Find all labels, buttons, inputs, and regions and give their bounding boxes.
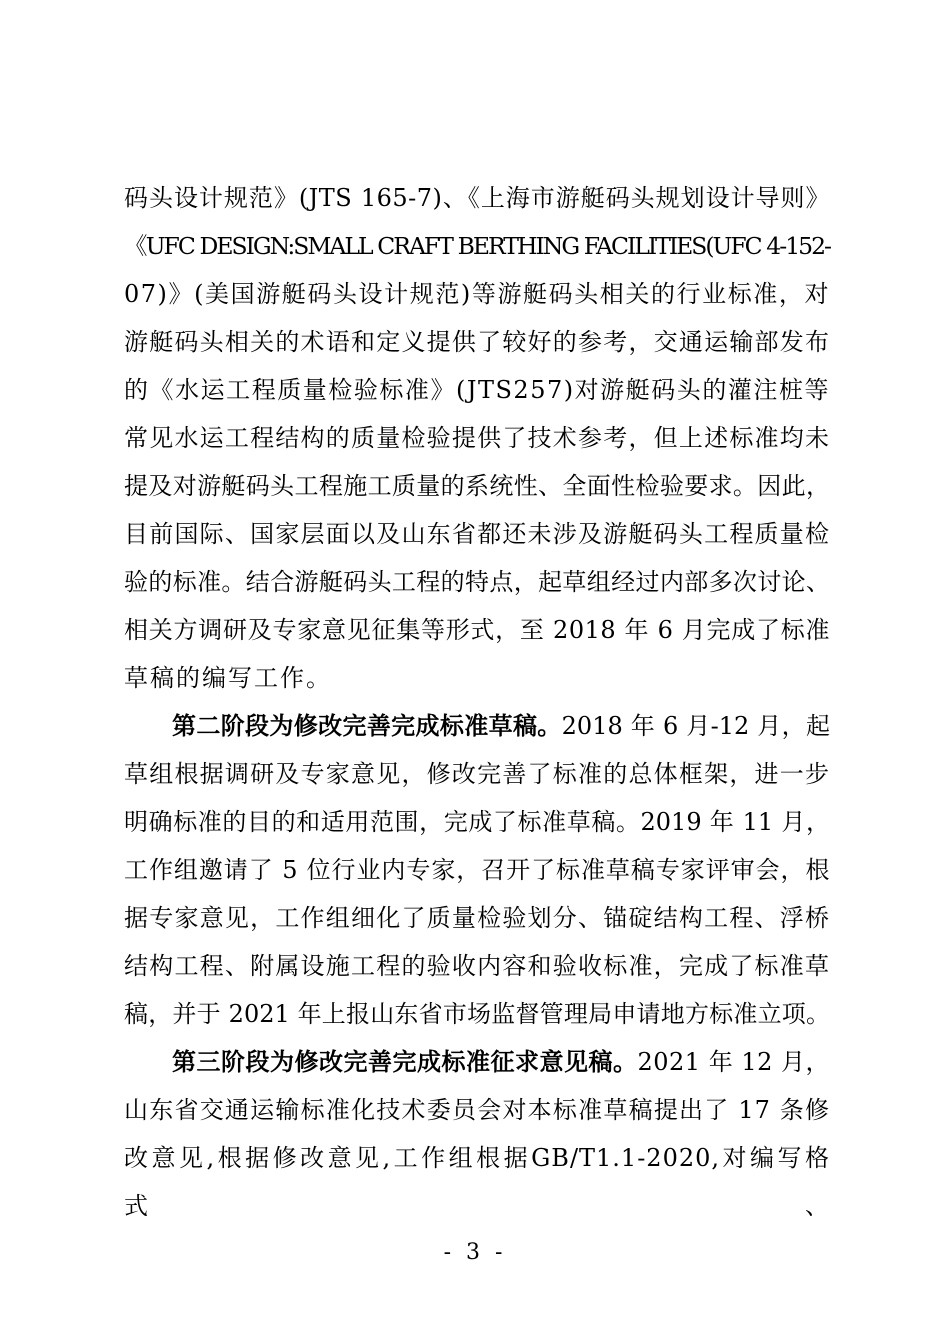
text-line: 游艇码头相关的术语和定义提供了较好的参考，交通运输部发布 <box>124 328 830 356</box>
text-line: 07)》(美国游艇码头设计规范)等游艇码头相关的行业标准，对 <box>124 280 830 308</box>
text-line: 相关方调研及专家意见征集等形式，至 2018 年 6 月完成了标准 <box>124 616 830 644</box>
text-line: 目前国际、国家层面以及山东省都还未涉及游艇码头工程质量检 <box>124 520 830 548</box>
text-line: 提及对游艇码头工程施工质量的系统性、全面性检验要求。因此， <box>124 472 830 500</box>
text-line: 验的标准。结合游艇码头工程的特点，起草组经过内部多次讨论、 <box>124 568 830 596</box>
page-number: - 3 - <box>443 1240 507 1265</box>
text-line: 码头设计规范》(JTS 165-7)、《上海市游艇码头规划设计导则》 <box>124 184 830 212</box>
text-line: 常见水运工程结构的质量检验提供了技术参考，但上述标准均未 <box>124 424 830 452</box>
text-line: 改意见,根据修改意见,工作组根据GB/T1.1-2020,对编写格式、 <box>124 1144 830 1220</box>
text-line: 稿，并于 2021 年上报山东省市场监督管理局申请地方标准立项。 <box>124 1000 830 1028</box>
text-line: 的《水运工程质量检验标准》(JTS257)对游艇码头的灌注桩等 <box>124 376 830 404</box>
paragraph-first-line <box>124 702 830 750</box>
text-span: 2018 年 6 月-12 月，起 <box>561 712 830 740</box>
text-line: 结构工程、附属设施工程的验收内容和验收标准，完成了标准草 <box>124 952 830 980</box>
text-line: 据专家意见，工作组细化了质量检验划分、锚碇结构工程、浮桥 <box>124 904 830 932</box>
paragraph-3 <box>124 1038 831 1220</box>
text-line: 明确标准的目的和适用范围，完成了标准草稿。2019 年 11 月， <box>124 808 830 836</box>
paragraph-2 <box>124 702 830 1038</box>
stage-heading: 第三阶段为修改完善完成标准征求意见稿。 <box>172 1047 638 1076</box>
body-text <box>124 174 831 1220</box>
paragraph-1 <box>124 174 830 702</box>
stage-heading: 第二阶段为修改完善完成标准草稿。 <box>172 711 562 740</box>
text-line: 草组根据调研及专家意见，修改完善了标准的总体框架，进一步 <box>124 760 830 788</box>
paragraph-first-line <box>124 1038 830 1086</box>
text-line: 草稿的编写工作。 <box>124 664 332 692</box>
text-line: 山东省交通运输标准化技术委员会对本标准草稿提出了 17 条修 <box>124 1096 830 1124</box>
text-line: 《UFC DESIGN:SMALL CRAFT BERTHING FACILITIES(UFC 4-152- <box>124 232 830 260</box>
text-span: 2021 年 12 月， <box>637 1048 831 1076</box>
text-line: 工作组邀请了 5 位行业内专家，召开了标准草稿专家评审会，根 <box>124 856 830 884</box>
